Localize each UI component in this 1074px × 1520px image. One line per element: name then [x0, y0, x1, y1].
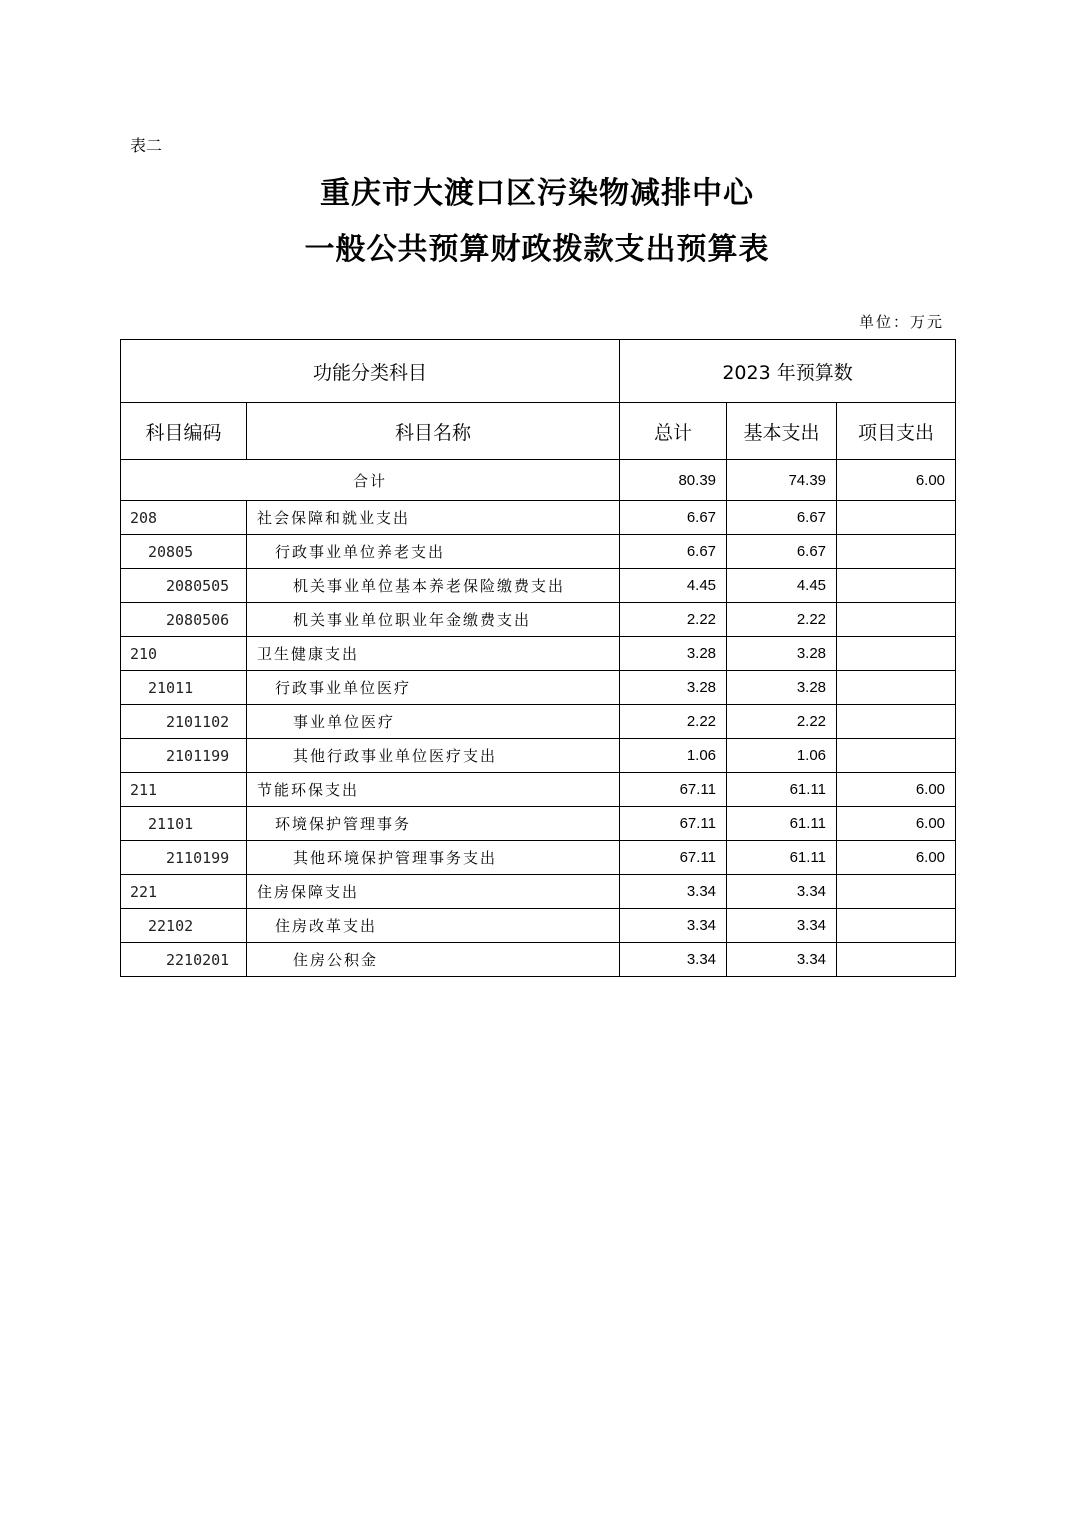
row-name: 住房改革支出 — [247, 909, 620, 943]
row-basic: 61.11 — [727, 841, 837, 875]
row-code: 2101102 — [121, 705, 247, 739]
table-row — [121, 807, 956, 841]
row-code: 210 — [121, 637, 247, 671]
table-row — [121, 671, 956, 705]
table-row — [121, 569, 956, 603]
row-total: 2.22 — [620, 603, 727, 637]
row-name: 行政事业单位养老支出 — [247, 535, 620, 569]
row-code: 2210201 — [121, 943, 247, 977]
row-total: 67.11 — [620, 807, 727, 841]
column-header-project: 项目支出 — [837, 403, 956, 460]
row-basic: 61.11 — [727, 807, 837, 841]
row-code: 211 — [121, 773, 247, 807]
row-basic: 3.34 — [727, 943, 837, 977]
column-header-name: 科目名称 — [247, 403, 620, 460]
row-total: 3.34 — [620, 909, 727, 943]
row-code: 2080506 — [121, 603, 247, 637]
table-row — [121, 943, 956, 977]
row-code: 21101 — [121, 807, 247, 841]
row-project — [837, 569, 956, 603]
row-total: 6.67 — [620, 501, 727, 535]
row-total: 3.34 — [620, 943, 727, 977]
table-row — [121, 841, 956, 875]
row-name: 住房公积金 — [247, 943, 620, 977]
row-name: 其他环境保护管理事务支出 — [247, 841, 620, 875]
row-project — [837, 705, 956, 739]
row-project — [837, 603, 956, 637]
row-project: 6.00 — [837, 841, 956, 875]
row-basic: 6.67 — [727, 501, 837, 535]
table-row — [121, 909, 956, 943]
table-row — [121, 603, 956, 637]
group-header-row — [121, 340, 956, 403]
row-name: 卫生健康支出 — [247, 637, 620, 671]
row-basic: 2.22 — [727, 705, 837, 739]
row-name: 行政事业单位医疗 — [247, 671, 620, 705]
page-subtitle: 一般公共预算财政拨款支出预算表 — [304, 232, 770, 267]
row-name: 节能环保支出 — [247, 773, 620, 807]
column-header-total: 总计 — [620, 403, 727, 460]
row-name: 机关事业单位基本养老保险缴费支出 — [247, 569, 620, 603]
table-row — [121, 535, 956, 569]
total-cell-basic: 74.39 — [727, 460, 837, 501]
row-total: 2.22 — [620, 705, 727, 739]
row-project — [837, 943, 956, 977]
row-name: 住房保障支出 — [247, 875, 620, 909]
table-row — [121, 501, 956, 535]
row-project — [837, 909, 956, 943]
row-basic: 1.06 — [727, 739, 837, 773]
row-basic: 4.45 — [727, 569, 837, 603]
row-total: 3.34 — [620, 875, 727, 909]
table-label: 表二 — [130, 136, 163, 155]
row-project — [837, 875, 956, 909]
table-row — [121, 637, 956, 671]
column-header-row — [121, 403, 956, 460]
row-basic: 3.34 — [727, 875, 837, 909]
row-name: 其他行政事业单位医疗支出 — [247, 739, 620, 773]
table-row — [121, 705, 956, 739]
row-total: 1.06 — [620, 739, 727, 773]
row-total: 67.11 — [620, 841, 727, 875]
row-total: 6.67 — [620, 535, 727, 569]
row-code: 2080505 — [121, 569, 247, 603]
row-project — [837, 671, 956, 705]
row-code: 20805 — [121, 535, 247, 569]
budget-year-header: 2023 年预算数 — [620, 340, 956, 403]
page-title: 重庆市大渡口区污染物减排中心 — [320, 176, 754, 211]
table-row — [121, 875, 956, 909]
total-cell-total: 80.39 — [620, 460, 727, 501]
table-row — [121, 739, 956, 773]
row-code: 221 — [121, 875, 247, 909]
row-name: 机关事业单位职业年金缴费支出 — [247, 603, 620, 637]
row-project: 6.00 — [837, 807, 956, 841]
row-project — [837, 535, 956, 569]
row-name: 事业单位医疗 — [247, 705, 620, 739]
total-cell-project: 6.00 — [837, 460, 956, 501]
row-total: 4.45 — [620, 569, 727, 603]
unit-label: 单位：万元 — [858, 313, 944, 331]
row-code: 2110199 — [121, 841, 247, 875]
row-project — [837, 739, 956, 773]
row-name: 环境保护管理事务 — [247, 807, 620, 841]
column-header-basic: 基本支出 — [727, 403, 837, 460]
row-total: 3.28 — [620, 637, 727, 671]
row-basic: 3.34 — [727, 909, 837, 943]
row-code: 22102 — [121, 909, 247, 943]
row-basic: 6.67 — [727, 535, 837, 569]
row-code: 208 — [121, 501, 247, 535]
column-header-code: 科目编码 — [121, 403, 247, 460]
row-total: 67.11 — [620, 773, 727, 807]
row-project — [837, 501, 956, 535]
total-label: 合计 — [121, 460, 620, 501]
functional-category-header: 功能分类科目 — [121, 340, 620, 403]
row-basic: 61.11 — [727, 773, 837, 807]
row-project: 6.00 — [837, 773, 956, 807]
row-code: 21011 — [121, 671, 247, 705]
table-row — [121, 773, 956, 807]
row-basic: 2.22 — [727, 603, 837, 637]
row-basic: 3.28 — [727, 671, 837, 705]
row-project — [837, 637, 956, 671]
budget-table — [120, 339, 956, 977]
row-total: 3.28 — [620, 671, 727, 705]
total-row — [121, 460, 956, 501]
row-name: 社会保障和就业支出 — [247, 501, 620, 535]
row-code: 2101199 — [121, 739, 247, 773]
row-basic: 3.28 — [727, 637, 837, 671]
